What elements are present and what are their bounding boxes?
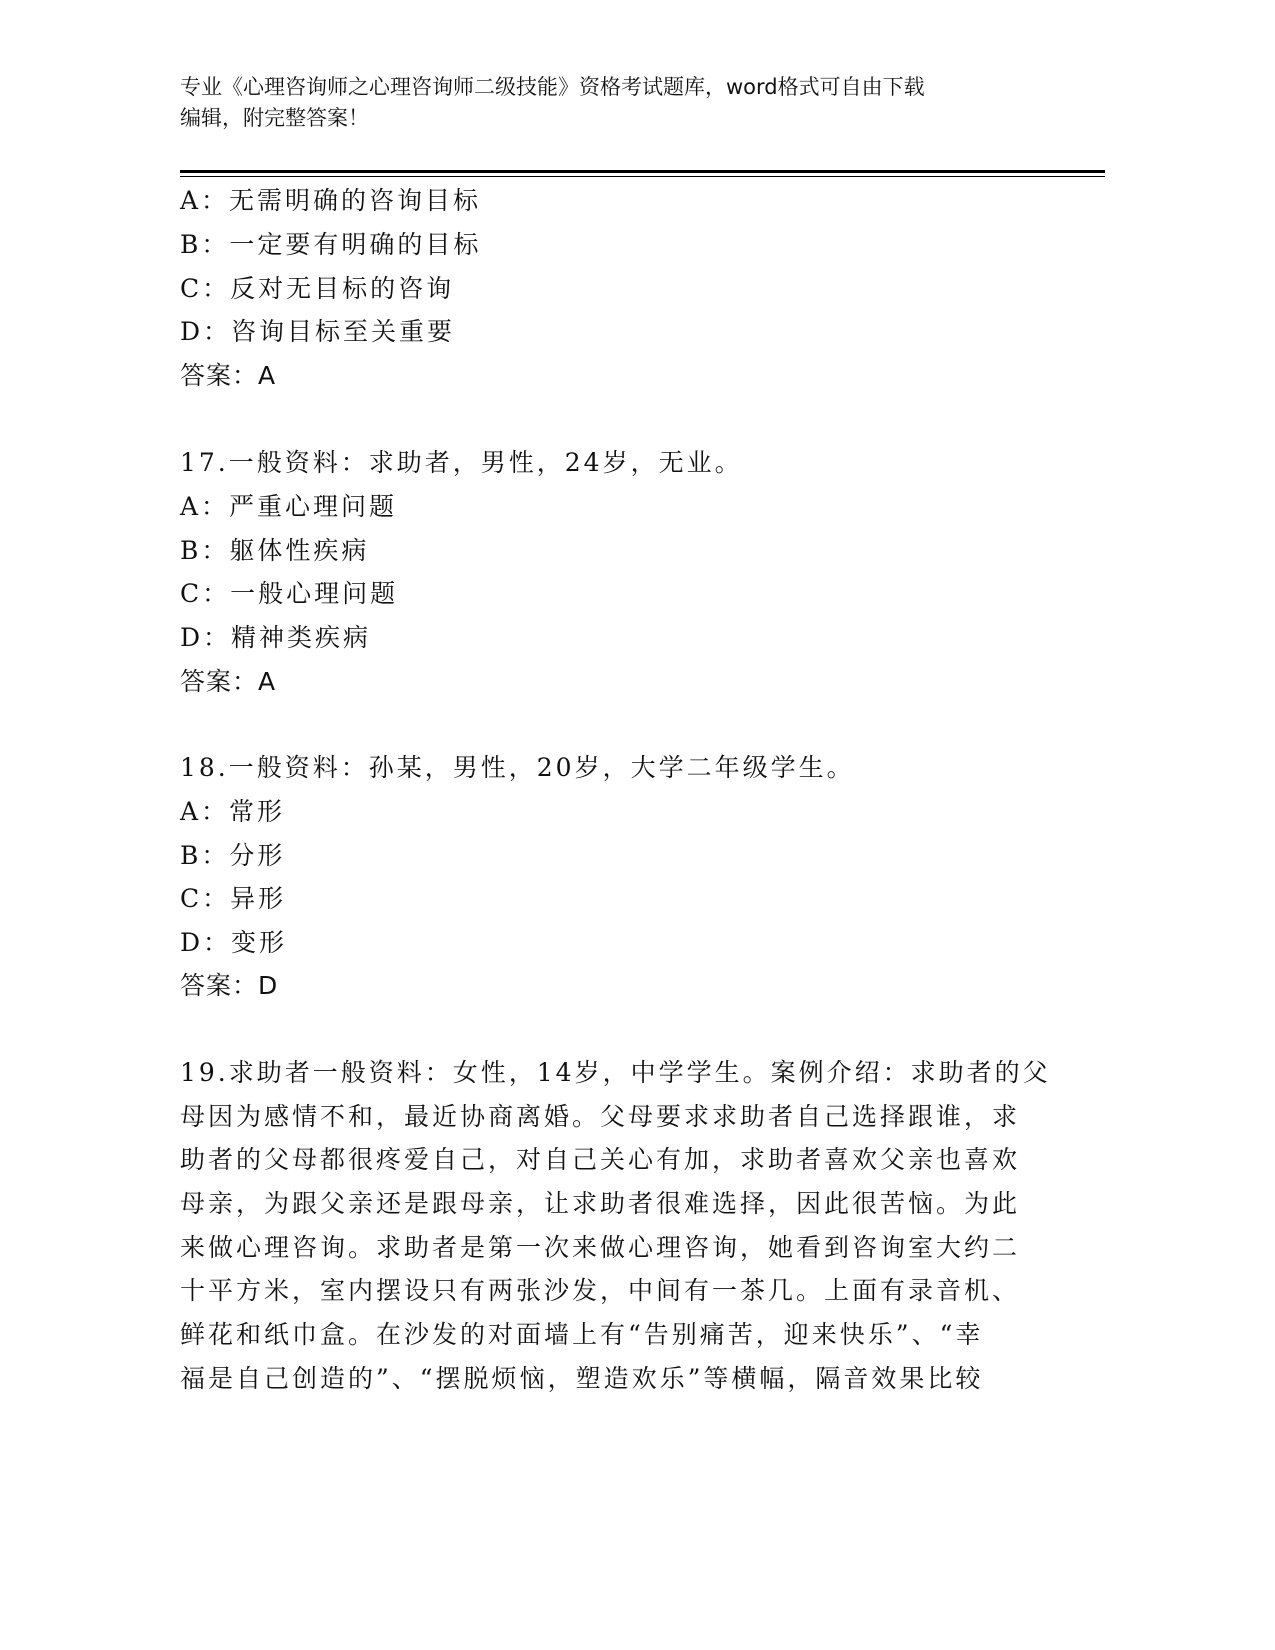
- option-a: A：常形: [180, 797, 286, 826]
- question-text-line: 母因为感情不和，最近协商离婚。父母要求求助者自己选择跟谁，求: [180, 1102, 1021, 1131]
- question-text-line: 鲜花和纸巾盒。在沙发的对面墙上有“告别痛苦，迎来快乐”、“幸: [180, 1320, 984, 1349]
- header-line: 专业《心理咨询师之心理咨询师二级技能》资格考试题库，word格式可自由下载: [180, 75, 925, 99]
- question-text-line: 助者的父母都很疼爱自己，对自己关心有加，求助者喜欢父亲也喜欢: [180, 1145, 1021, 1174]
- question-text-line: 母亲，为跟父亲还是跟母亲，让求助者很难选择，因此很苦恼。为此: [180, 1189, 1021, 1218]
- question-text-line: 十平方米，室内摆设只有两张沙发，中间有一茶几。上面有录音机、: [180, 1276, 1021, 1305]
- option-a: A：严重心理问题: [180, 492, 398, 521]
- question-text-line: 19.求助者一般资料：女性，14岁，中学学生。案例介绍：求助者的父: [180, 1058, 1051, 1087]
- answer: 答案：A: [180, 667, 277, 696]
- header-rule-thin: [180, 176, 1105, 177]
- answer: 答案：D: [180, 971, 279, 1000]
- option-c: C：异形: [180, 884, 287, 913]
- question-stem: 18.一般资料：孙某，男性，20岁，大学二年级学生。: [180, 753, 855, 782]
- header-rule: [180, 170, 1105, 173]
- question-stem: 17.一般资料：求助者，男性，24岁，无业。: [180, 448, 743, 477]
- option-b: B：躯体性疾病: [180, 536, 370, 565]
- answer: 答案：A: [180, 361, 277, 390]
- option-d: D：变形: [180, 928, 288, 957]
- option-b: B：一定要有明确的目标: [180, 230, 482, 259]
- option-c: C：一般心理问题: [180, 579, 399, 608]
- question-text-line: 来做心理咨询。求助者是第一次来做心理咨询，她看到咨询室大约二: [180, 1233, 1021, 1262]
- document-header: [180, 72, 1080, 134]
- question-text-line: 福是自己创造的”、“摆脱烦恼，塑造欢乐”等横幅，隔音效果比较: [180, 1364, 984, 1393]
- option-b: B：分形: [180, 841, 286, 870]
- option-d: D：咨询目标至关重要: [180, 317, 456, 346]
- option-a: A：无需明确的咨询目标: [180, 186, 482, 215]
- option-d: D：精神类疾病: [180, 623, 372, 652]
- option-c: C：反对无目标的咨询: [180, 274, 455, 303]
- header-line: 编辑，附完整答案！: [180, 106, 369, 130]
